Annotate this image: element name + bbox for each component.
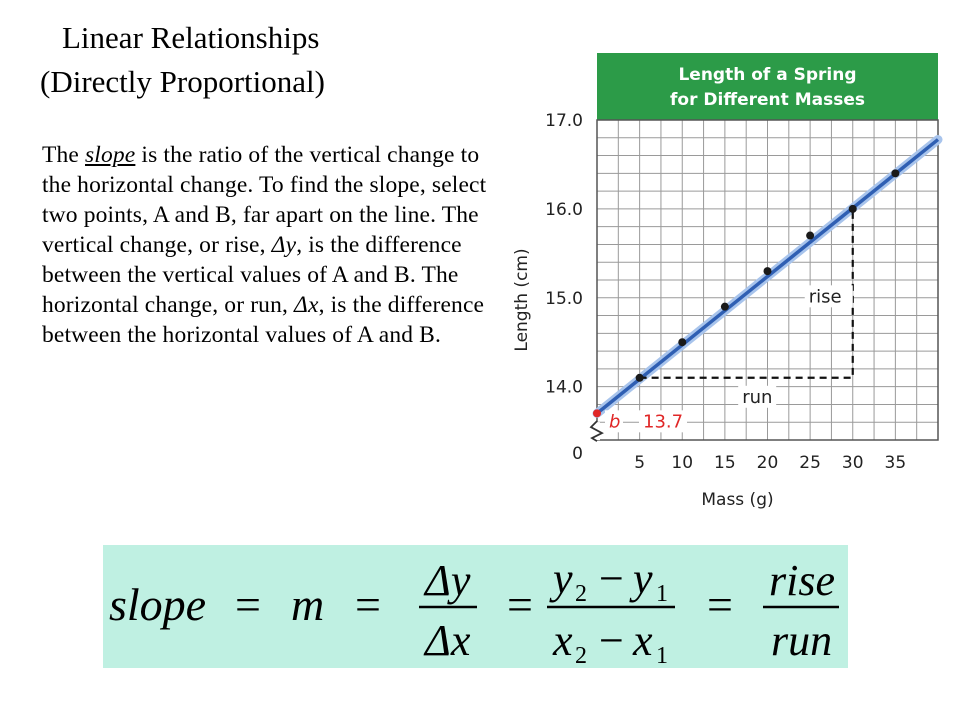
intercept-b-label: b xyxy=(609,411,621,433)
slide-title xyxy=(40,16,430,104)
formula-y1-sub: 1 xyxy=(656,581,668,607)
data-point xyxy=(721,303,729,311)
x-tick-label: 35 xyxy=(884,453,907,473)
formula-slope: slope xyxy=(109,579,207,630)
formula-equals-3: = xyxy=(507,579,533,630)
body-text-part-4: , is the difference between the horizontal values of A and B. xyxy=(42,292,485,348)
formula-y2-sub: 2 xyxy=(575,581,587,607)
slope-formula-box xyxy=(103,545,848,668)
chart-svg xyxy=(505,50,945,520)
formula-x2: x xyxy=(553,616,573,665)
formula-equals-4: = xyxy=(707,579,733,630)
data-point xyxy=(764,267,772,275)
rise-label: rise xyxy=(808,286,842,308)
intercept-point xyxy=(593,409,601,417)
formula-delta-x: Δx xyxy=(425,616,471,665)
delta-x-term: Δx xyxy=(294,292,319,318)
x-tick-label: 20 xyxy=(756,453,779,473)
chart-title-line-1: Length of a Spring xyxy=(678,65,857,85)
y-tick-label: 14.0 xyxy=(545,377,583,398)
x-axis-title: Mass (g) xyxy=(701,490,774,510)
chart-title-line-2: for Different Masses xyxy=(670,90,865,110)
formula-x1-sub: 1 xyxy=(656,643,668,668)
body-text-part-2: is the ratio of the vertical change to the horizontal change. To find the slope, select two points, A and B, far apart on the line. The vertical change, or rise, xyxy=(42,142,487,258)
spring-chart xyxy=(505,50,945,520)
formula-y1: y xyxy=(633,554,653,603)
delta-y-term: Δy xyxy=(271,232,297,258)
y-tick-label: 15.0 xyxy=(545,288,583,309)
formula-minus-bottom: − xyxy=(599,616,624,665)
formula-run: run xyxy=(771,616,833,665)
formula-equals-1: = xyxy=(235,579,261,630)
x-tick-label: 10 xyxy=(671,453,694,473)
body-text-part-1: The xyxy=(42,142,86,168)
y-tick-label: 17.0 xyxy=(545,111,583,131)
formula-rise: rise xyxy=(769,556,835,605)
y-tick-label: 16.0 xyxy=(545,199,583,220)
run-label: run xyxy=(742,386,773,408)
formula-y2: y xyxy=(553,554,573,603)
intercept-value-label: 13.7 xyxy=(643,411,684,433)
formula-equals-2: = xyxy=(355,579,381,630)
x-tick-label: 30 xyxy=(841,453,864,473)
body-paragraph xyxy=(42,140,487,350)
x-tick-label: 15 xyxy=(714,453,736,473)
title-line-1: Linear Relationships xyxy=(62,20,320,55)
data-point xyxy=(891,169,899,177)
x-tick-label: 5 xyxy=(634,453,646,473)
y-axis-title: Length (cm) xyxy=(512,248,532,352)
data-point xyxy=(636,374,644,382)
y-zero-label: 0 xyxy=(572,444,583,464)
title-line-2: (Directly Proportional) xyxy=(40,64,325,99)
formula-delta-y: Δy xyxy=(425,556,471,605)
data-point xyxy=(678,338,686,346)
x-tick-label: 25 xyxy=(799,453,821,473)
formula-minus-top: − xyxy=(599,554,624,603)
slope-term: slope xyxy=(85,142,136,168)
formula-m: m xyxy=(291,579,325,630)
formula-x2-sub: 2 xyxy=(575,643,587,668)
data-point xyxy=(849,205,857,213)
data-point xyxy=(806,232,814,240)
formula-x1: x xyxy=(633,616,653,665)
slope-formula xyxy=(103,545,848,668)
body-text-part-3: , is the difference between the vertical values of A and B. The horizontal change, or run, xyxy=(42,232,462,318)
